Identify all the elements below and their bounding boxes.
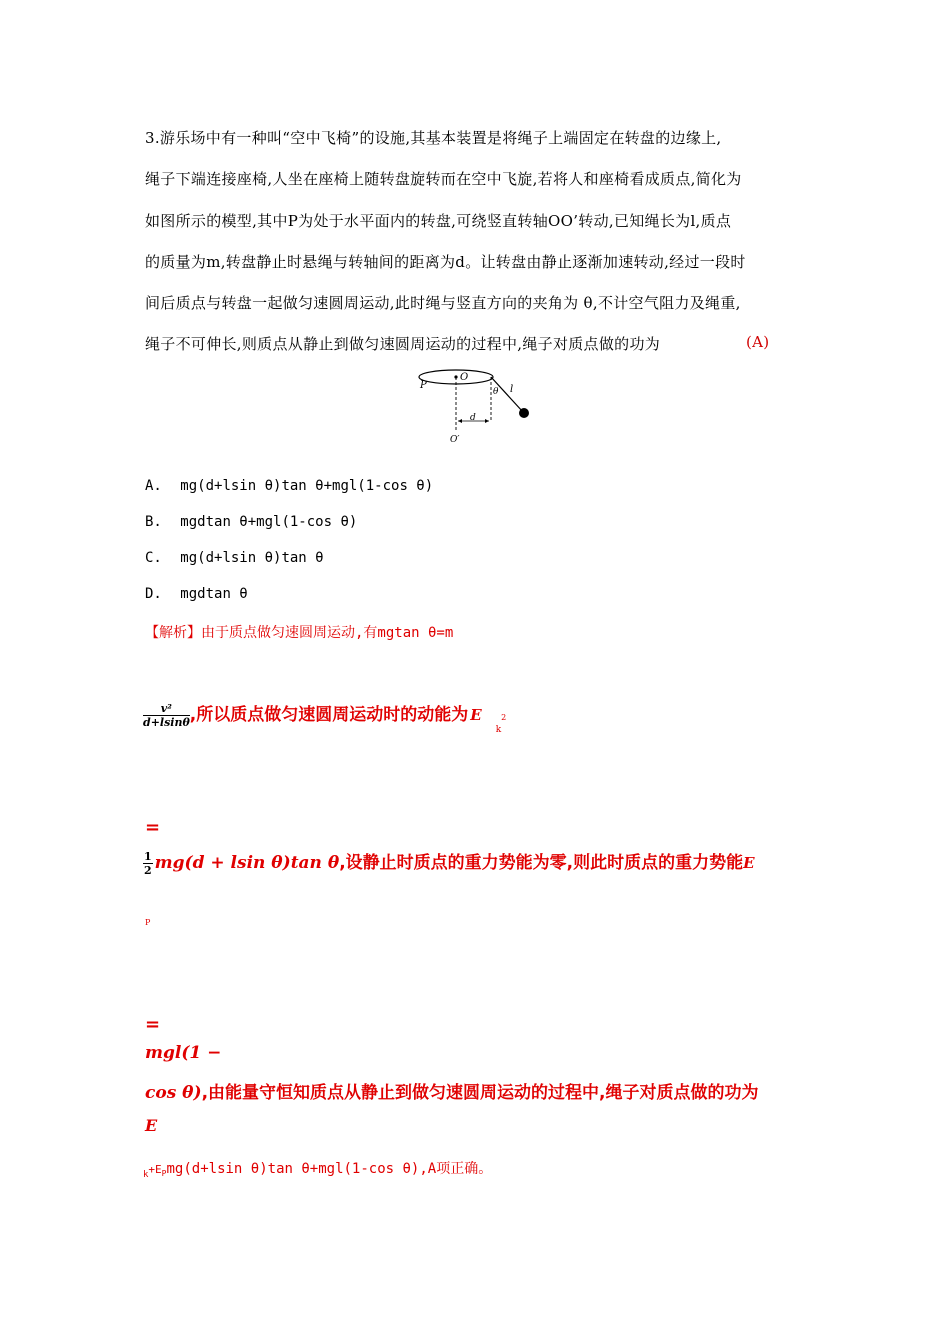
ep-symbol: E xyxy=(743,854,755,872)
question-line-6: 绳子不可伸长,则质点从静止到做匀速圆周运动的过程中,绳子对质点做的功为 xyxy=(145,335,661,353)
solution-line-3-math: mg(d + lsin θ)tan θ xyxy=(154,853,340,873)
option-a-letter: A. xyxy=(145,478,162,494)
question-line-5: 间后质点与转盘一起做匀速圆周运动,此时绳与竖直方向的夹角为 θ,不计空气阻力及绳重, xyxy=(145,294,741,312)
ek-superscript: 2 xyxy=(501,713,507,722)
ek-symbol: E xyxy=(470,706,482,724)
label-l: l xyxy=(510,384,514,395)
mass-ball xyxy=(519,408,529,418)
equals-1: = xyxy=(145,817,161,838)
final-rest: mg(d+lsin θ)tan θ+mgl(1-cos θ),A项正确。 xyxy=(166,1161,493,1177)
solution-line-4-math: mgl(1 − xyxy=(145,1043,222,1063)
option-d-text: mgdtan θ xyxy=(180,586,248,602)
option-c-text: mg(d+lsin θ)tan θ xyxy=(180,550,324,566)
answer-mark: (A) xyxy=(746,333,770,351)
ek-subscript: k xyxy=(495,725,502,735)
fraction-half xyxy=(143,850,153,877)
arrow-head-left xyxy=(458,419,462,423)
option-b-text: mgdtan θ+mgl(1-cos θ) xyxy=(180,514,358,530)
label-p: P xyxy=(420,380,427,391)
ep-subscript: P xyxy=(145,918,151,927)
option-d-letter: D. xyxy=(145,586,162,602)
label-theta: θ xyxy=(493,387,499,397)
solution-line-2 xyxy=(143,700,507,735)
option-b-letter: B. xyxy=(145,514,162,530)
question-line-1: 3.游乐场中有一种叫“空中飞椅”的设施,其基本装置是将绳子上端固定在转盘的边缘上, xyxy=(145,129,722,147)
solution-final-line xyxy=(143,1158,492,1178)
solution-line-5-math: cos θ) xyxy=(145,1083,202,1103)
solution-line-6-e: E xyxy=(145,1116,158,1135)
option-b xyxy=(145,514,357,530)
final-subscript-k: k xyxy=(143,1170,149,1180)
equals-2: = xyxy=(145,1014,161,1035)
label-o-prime: O′ xyxy=(450,435,460,445)
half-denominator: 2 xyxy=(144,864,152,877)
option-d xyxy=(145,586,248,602)
solution-line-3 xyxy=(143,848,755,877)
solution-line-3-text: ,设静止时质点的重力势能为零,则此时质点的重力势能 xyxy=(339,853,744,873)
fraction-v2 xyxy=(143,702,190,729)
solution-line-2-text: ,所以质点做匀速圆周运动时的动能为 xyxy=(189,705,469,725)
solution-line-1-text: 由于质点做匀速圆周运动,有mgtan θ=m xyxy=(201,625,454,641)
label-o: O xyxy=(460,372,469,383)
figure-diagram xyxy=(410,360,540,450)
question-line-3: 如图所示的模型,其中P为处于水平面内的转盘,可绕竖直转轴OO’转动,已知绳长为l,质点 xyxy=(145,212,732,230)
option-a xyxy=(145,478,433,494)
arrow-head-right xyxy=(485,419,489,423)
solution-line-5 xyxy=(145,1078,810,1103)
question-line-2: 绳子下端连接座椅,人坐在座椅上随转盘旋转而在空中飞旋,若将人和座椅看成质点,简化为 xyxy=(145,170,742,188)
solution-line-5-text: ,由能量守恒知质点从静止到做匀速圆周运动的过程中,绳子对质点做的功为 xyxy=(201,1083,759,1103)
option-c-letter: C. xyxy=(145,550,162,566)
fraction-denominator: d+lsinθ xyxy=(143,716,190,729)
option-a-text: mg(d+lsin θ)tan θ+mgl(1-cos θ) xyxy=(180,478,434,494)
label-d: d xyxy=(470,413,476,423)
final-plus-e: +E xyxy=(148,1163,162,1176)
final-subscript-p: P xyxy=(161,1169,167,1178)
solution-tag: 【解析】 xyxy=(145,625,201,641)
solution-line-1 xyxy=(145,622,453,642)
question-line-4: 的质量为m,转盘静止时悬绳与转轴间的距离为d。让转盘由静止逐渐加速转动,经过一段时 xyxy=(145,253,746,271)
fraction-numerator: v² xyxy=(143,702,190,716)
option-c xyxy=(145,550,324,566)
half-numerator: 1 xyxy=(144,850,152,863)
